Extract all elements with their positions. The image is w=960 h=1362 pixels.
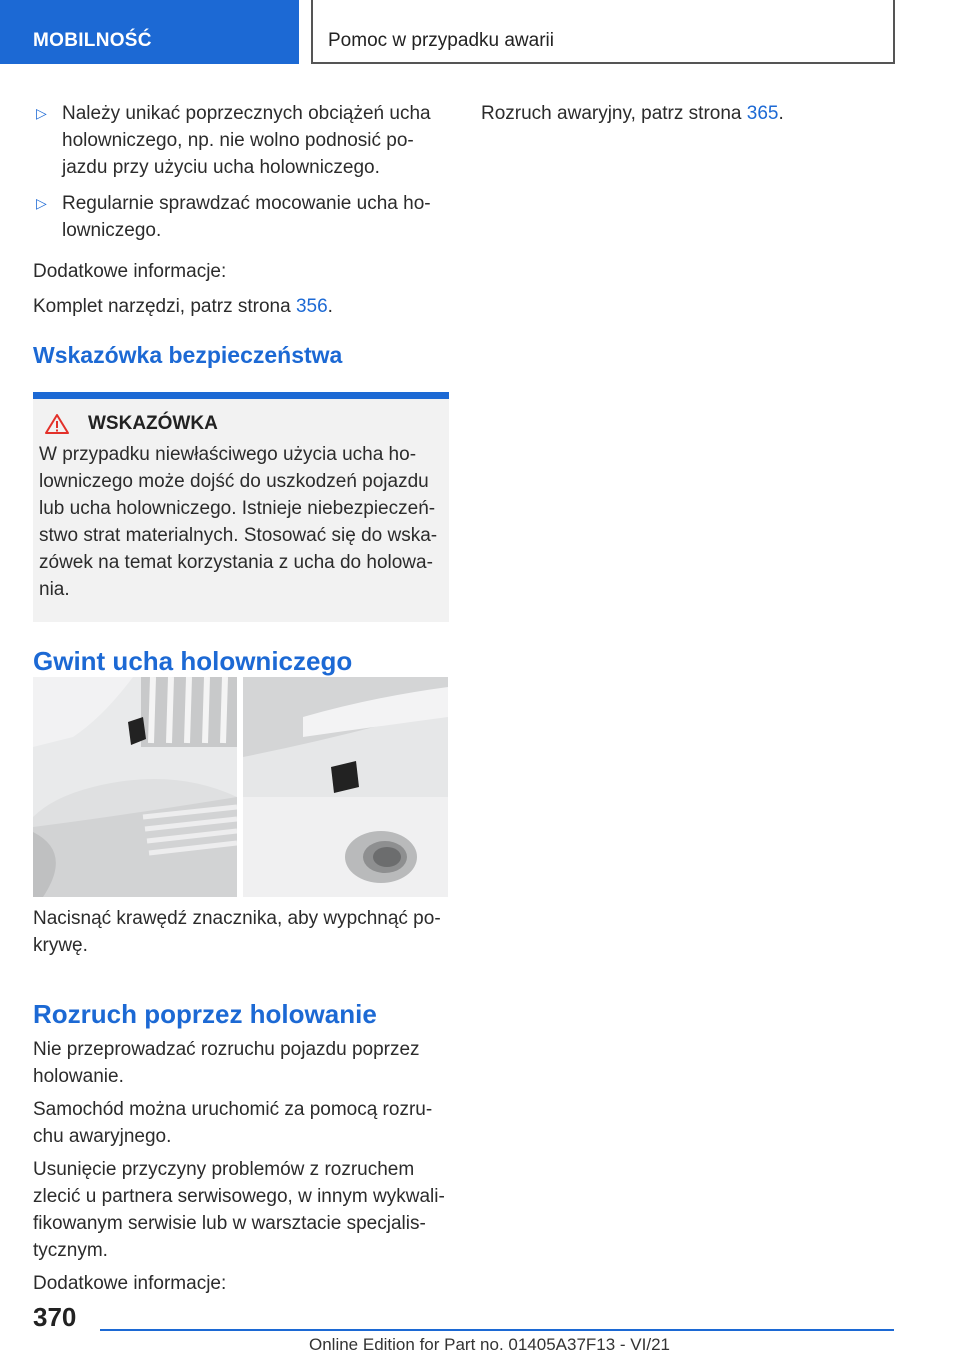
info-label: Dodatkowe informacje:	[33, 261, 227, 282]
info-label: Dodatkowe informacje:	[33, 1273, 227, 1294]
tow-start-paragraph: Samochód można uruchomić za pomocą rozruchu awaryjnego.	[33, 1099, 433, 1147]
triangle-bullet-icon: ▷	[36, 195, 47, 211]
list-item: ▷ Regularnie sprawdzać mocowanie ucha holowniczego.	[33, 190, 449, 244]
safety-heading: Wskazówka bezpieczeństwa	[33, 342, 343, 368]
jump-start-reference: Rozruch awaryjny, patrz strona 365.	[481, 103, 784, 124]
toolkit-page-link[interactable]: 356	[295, 296, 328, 317]
warning-title: WSKAZÓWKA	[39, 413, 443, 435]
footer-divider	[100, 1329, 894, 1331]
toolkit-reference: Komplet narzędzi, patrz strona 356.	[33, 296, 333, 317]
rear-bumper-photo	[243, 677, 448, 897]
warning-text: W przypadku niewłaściwego użycia ucha holowniczego może dojść do uszkodzeń pojazdu lub ucha holowniczego. Istnieje niebezpieczeństwo strat materialnych. Stosować się do wskazówek na temat korzystania z ucha do holowania.	[39, 444, 438, 600]
right-column	[481, 100, 897, 127]
thread-heading: Gwint ucha holowniczego	[33, 646, 353, 676]
photo-caption: Nacisnąć krawędź znacznika, aby wypchnąć pokrywę.	[33, 908, 441, 956]
rear-bumper-illustration	[243, 677, 448, 897]
edition-info: Online Edition for Part no. 01405A37F13 - VI/21	[309, 1335, 671, 1354]
tow-start-heading: Rozruch poprzez holowanie	[33, 999, 377, 1029]
tow-start-paragraph: Usunięcie przyczyny problemów z rozruchem zlecić u partnera serwisowego, w innym wykwalifikowanym serwisie lub w warsztacie specjalistycznym.	[33, 1159, 445, 1261]
section-tab	[0, 0, 299, 64]
section-title: MOBILNOŚĆ	[33, 30, 152, 51]
jump-start-page-link[interactable]: 365	[746, 103, 779, 124]
left-column	[33, 100, 449, 677]
chapter-tab	[311, 0, 895, 64]
tow-start-paragraph: Nie przeprowadzać rozruchu pojazdu poprzez holowanie.	[33, 1039, 420, 1087]
front-bumper-illustration	[33, 677, 237, 897]
chapter-title: Pomoc w przypadku awarii	[328, 30, 554, 51]
triangle-bullet-icon: ▷	[36, 105, 47, 121]
front-bumper-photo	[33, 677, 237, 897]
warning-box	[33, 392, 449, 622]
list-item: ▷ Należy unikać poprzecznych obciążeń ucha holowniczego, np. nie wolno podnosić pojazdu przy użyciu ucha holowniczego.	[33, 100, 449, 181]
left-column-lower	[33, 905, 449, 1297]
page-number: 370	[33, 1302, 77, 1332]
warning-triangle-icon	[44, 413, 70, 435]
